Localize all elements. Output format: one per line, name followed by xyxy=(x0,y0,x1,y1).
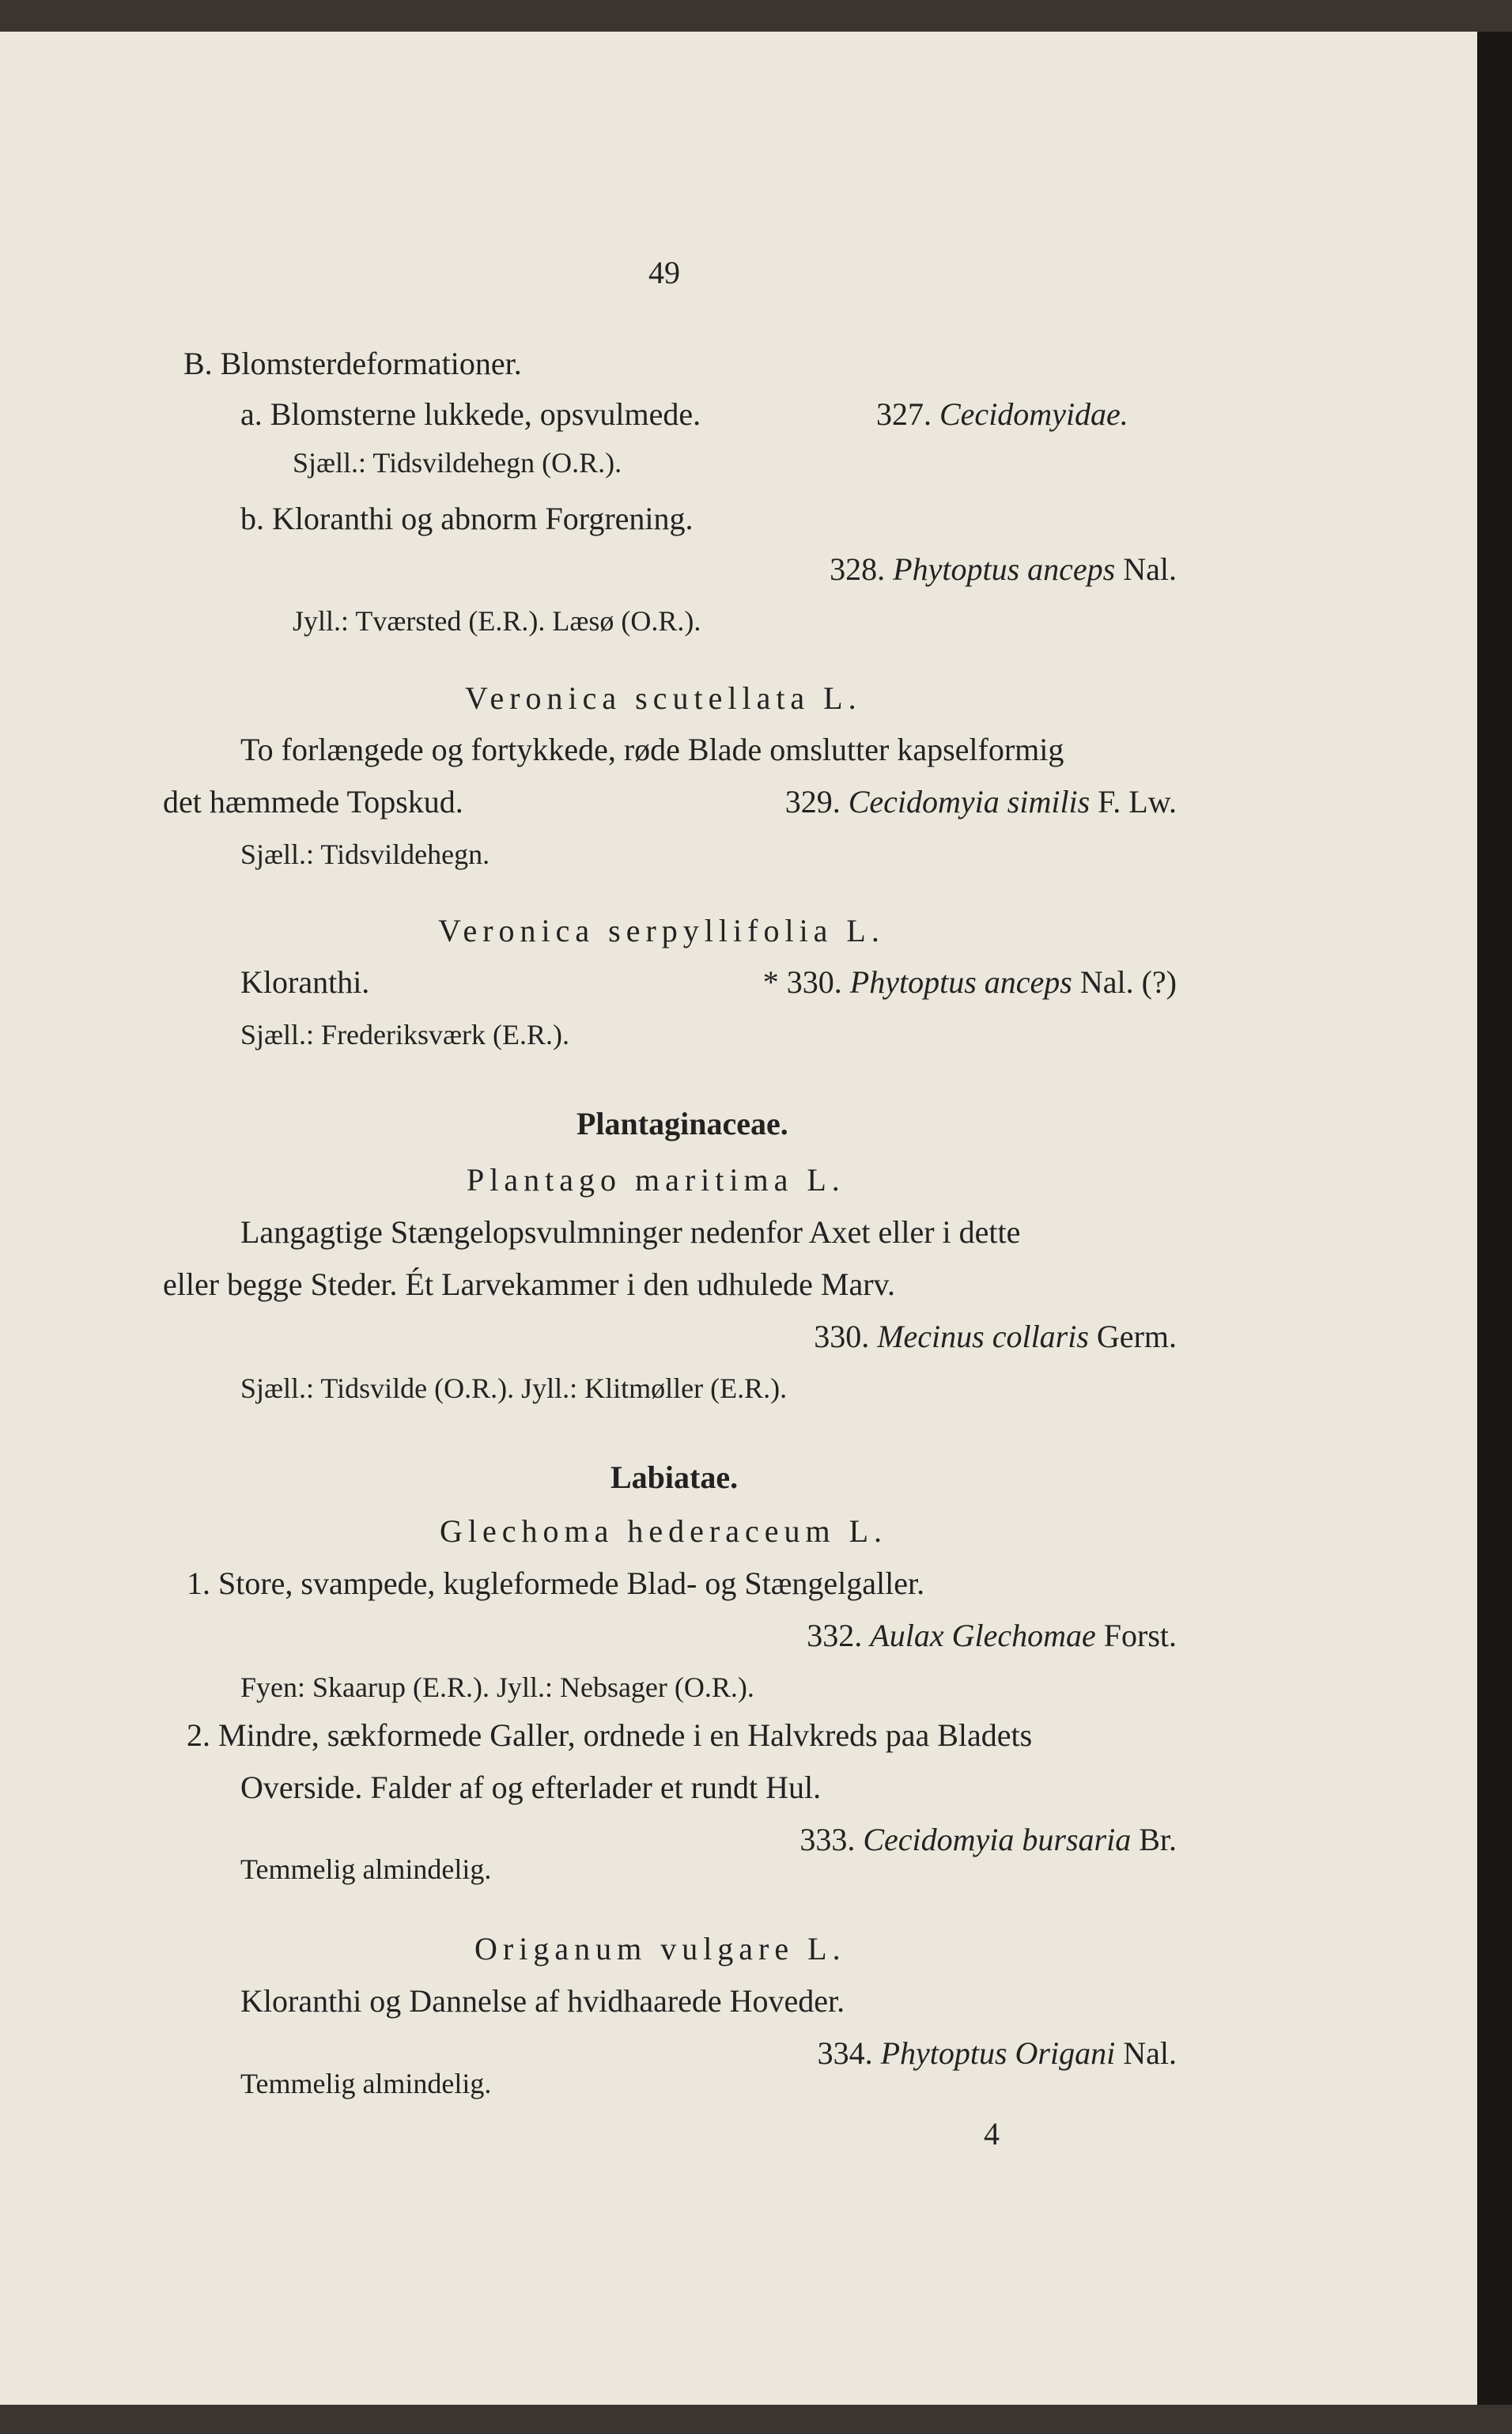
entry-number: * 330. xyxy=(762,964,842,1000)
species-name: Mecinus collaris xyxy=(877,1319,1089,1354)
entry-number: 327. xyxy=(876,396,932,432)
locality: Sjæll.: Tidsvildehegn. xyxy=(240,838,490,870)
book-page xyxy=(0,32,1477,2405)
species-name: Cecidomyidae. xyxy=(939,396,1128,432)
entry-reference xyxy=(817,2035,1177,2071)
species-name: Phytoptus anceps xyxy=(849,964,1072,1000)
numbered-item: 1. Store, svampede, kugleformede Blad- og Stængelgaller. xyxy=(187,1565,925,1601)
description-line: det hæmmede Topskud. xyxy=(163,784,463,820)
species-name: Phytoptus Origani xyxy=(880,2035,1116,2071)
description-line: Langagtige Stængelopsvulmninger nedenfor Axet eller i dette xyxy=(240,1214,1021,1250)
page-edge-shadow xyxy=(1477,32,1512,2405)
family-heading: Plantaginaceae. xyxy=(576,1106,788,1141)
entry-reference xyxy=(785,786,1177,818)
species-title: Veronica serpyllifolia L. xyxy=(438,913,885,948)
locality: Sjæll.: Tidsvilde (O.R.). Jyll.: Klitmøller (E.R.). xyxy=(240,1372,788,1404)
species-name: Cecidomyia bursaria xyxy=(863,1822,1132,1857)
species-name: Phytoptus anceps xyxy=(893,551,1116,587)
species-author: Nal. (?) xyxy=(1079,964,1177,1000)
entry-text: Kloranthi. xyxy=(240,964,370,1000)
species-name: Cecidomyia similis xyxy=(848,784,1091,820)
species-title: Veronica scutellata L. xyxy=(465,680,862,716)
locality: Jyll.: Tværsted (E.R.). Læsø (O.R.). xyxy=(293,605,701,637)
entry-text: Kloranthi og Dannelse af hvidhaarede Hoveder. xyxy=(240,1983,845,2019)
entry-number: 333. xyxy=(799,1822,856,1857)
entry-number: 330. xyxy=(814,1319,870,1354)
species-name: Aulax Glechomae xyxy=(870,1618,1096,1653)
species-author: Nal. xyxy=(1123,2035,1177,2071)
entry-text: a. Blomsterne lukkede, opsvulmede. xyxy=(240,396,701,432)
entry-number: 329. xyxy=(784,784,841,820)
species-title: Origanum vulgare L. xyxy=(474,1931,846,1967)
entry-reference xyxy=(762,964,1177,1000)
species-title: Glechoma hederaceum L. xyxy=(440,1513,888,1549)
note: Temmelig almindelig. xyxy=(240,2068,492,2099)
section-heading: B. Blomsterdeformationer. xyxy=(183,346,522,381)
family-heading: Labiatae. xyxy=(610,1459,739,1495)
note: Temmelig almindelig. xyxy=(240,1853,492,1885)
entry-reference xyxy=(807,1620,1177,1652)
description-line: Overside. Falder af og efterlader et rundt Hul. xyxy=(240,1770,822,1805)
entry-number: 332. xyxy=(807,1618,863,1653)
entry-reference xyxy=(876,396,1128,432)
species-author: Nal. xyxy=(1123,551,1177,587)
locality: Fyen: Skaarup (E.R.). Jyll.: Nebsager (O.R.). xyxy=(240,1671,754,1703)
species-author: F. Lw. xyxy=(1098,784,1177,820)
species-author: Forst. xyxy=(1103,1618,1177,1653)
locality: Sjæll.: Frederiksværk (E.R.). xyxy=(240,1019,569,1050)
species-author: Br. xyxy=(1139,1822,1177,1857)
description-line: eller begge Steder. Ét Larvekammer i den udhulede Marv. xyxy=(163,1266,895,1302)
species-title: Plantago maritima L. xyxy=(467,1162,845,1198)
entry-number: 328. xyxy=(830,551,886,587)
entry-reference xyxy=(814,1321,1177,1353)
entry-reference xyxy=(830,551,1177,587)
entry-text: b. Kloranthi og abnorm Forgrening. xyxy=(240,501,694,536)
page-number: 49 xyxy=(648,255,680,290)
signature-mark: 4 xyxy=(984,2116,1000,2152)
entry-reference xyxy=(799,1824,1177,1856)
numbered-item: 2. Mindre, sækformede Galler, ordnede i en Halvkreds paa Bladets xyxy=(187,1717,1033,1753)
species-author: Germ. xyxy=(1096,1319,1177,1354)
entry-number: 334. xyxy=(817,2035,873,2071)
description-line: To forlængede og fortykkede, røde Blade omslutter kapselformig xyxy=(240,732,1064,767)
locality: Sjæll.: Tidsvildehegn (O.R.). xyxy=(293,447,622,479)
